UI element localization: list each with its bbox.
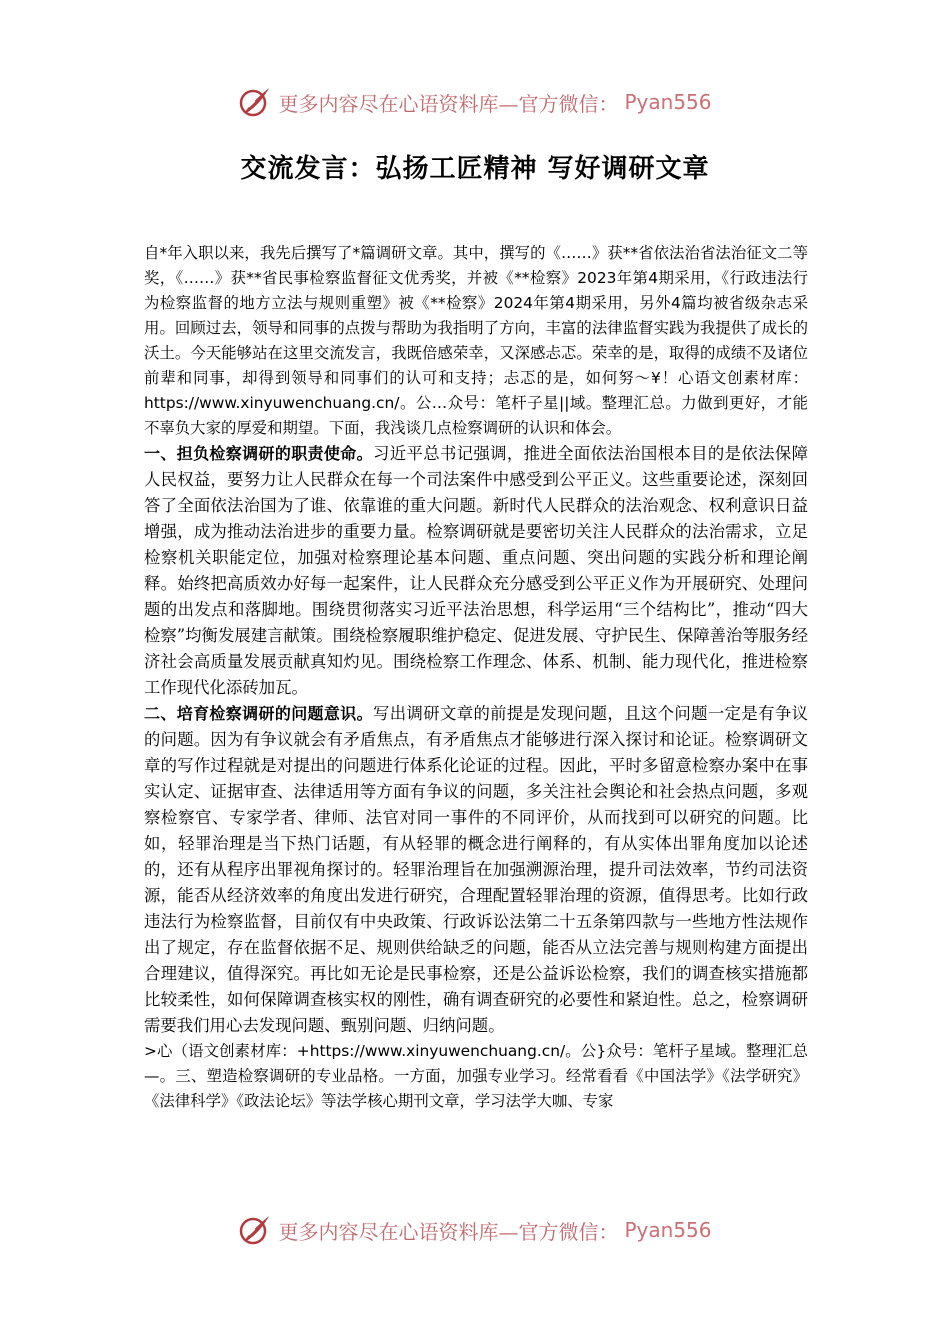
section-2-heading: 二、培育检察调研的问题意识。 <box>144 704 373 723</box>
section-1-text: 习近平总书记强调，推进全面依法治国根本目的是依法保障人民权益，要努力让人民群众在每一个司法案件中感受到公平正义。这些重要论述，深刻回答了全面依法治国为了谁、依靠谁的重大问题。新时代人民群众的法治观念、权利意识日益增强，成为推动法治进步的重要力量。检察调研就是要密切关注人民群众的法治需求，立足检察机关职能定位，加强对检察理论基本问题、重点问题、突出问题的实践分析和理论阐释。始终把高质效办好每一起案件，让人民群众充分感受到公平正义作为开展研究、处理问题的出发点和落脚地。围绕贯彻落实习近平法治思想，科学运用“三个结构比”，推动“四大检察”均衡发展建言献策。围绕检察履职维护稳定、促进发展、守护民生、保障善治等服务经济社会高质量发展贡献真知灼见。围绕检察工作理念、体系、机制、能力现代化，推进检察工作现代化添砖加瓦。 <box>144 444 809 697</box>
footer-banner <box>0 1208 950 1252</box>
section-2-text: 写出调研文章的前提是发现问题，且这个问题一定是有争议的问题。因为有争议就会有矛盾焦点，有矛盾焦点才能够进行深入探讨和论证。检察调研文章的写作过程就是对提出的问题进行体系化论证的过程。因此，平时多留意检察办案中在事实认定、证据审查、法律适用等方面有争议的问题，多关注社会舆论和社会热点问题，多观察检察官、专家学者、律师、法官对同一事件的不同评价，从而找到可以研究的问题。比如，轻罪治理是当下热门话题，有从轻罪的概念进行阐释的，有从实体出罪角度加以论述的，还有从程序出罪视角探讨的。轻罪治理旨在加强溯源治理，提升司法效率，节约司法资源，能否从经济效率的角度出发进行研究，合理配置轻罪治理的资源，值得思考。比如行政违法行为检察监督，目前仅有中央政策、行政诉讼法第二十五条第四款与一些地方性法规作出了规定，存在监督依据不足、规则供给缺乏的问题，能否从立法完善与规则构建方面提出合理建议，值得深究。再比如无论是民事检察，还是公益诉讼检察，我们的调查核实措施都比较柔性，如何保障调查核实权的刚性，确有调查研究的必要性和紧迫性。总之，检察调研需要我们用心去发现问题、甄别问题、归纳问题。 <box>144 704 808 1035</box>
document-body <box>144 241 808 1114</box>
intro-paragraph: 自*年入职以来，我先后撰写了*篇调研文章。其中，撰写的《……》获**省依法治省法治征文二等奖，《……》获**省民事检察监督征文优秀奖，并被《**检察》2023年第4期采用，《行政违法行为检察监督的地方立法与规则重塑》被《**检察》2024年第4期采用，另外4篇均被省级杂志采用。回顾过去，领导和同事的点拨与帮助为我指明了方向，丰富的法律监督实践为我提供了成长的沃土。今天能够站在这里交流发言，我既倍感荣幸，又深感忐忑。荣幸的是，取得的成绩不及诸位前辈和同事，却得到领导和同事们的认可和支持；忐忑的是，如何努～¥！心语文创素材库：https://www.xinyuwenchuang.cn/。公…众号：笔杆子星||域。整理汇总。力做到更好，才能不辜负大家的厚爱和期望。下面，我浅谈几点检察调研的认识和体会。 <box>144 244 808 437</box>
section-3-paragraph: >心（语文创素材库：+https://www.xinyuwenchuang.cn/。公}众号：笔杆子星域。整理汇总—。三、塑造检察调研的专业品格。一方面，加强专业学习。经常看看《中国法学》《法学研究》《法律科学》《政法论坛》等法学核心期刊文章，学习法学大咖、专家 <box>144 1042 808 1110</box>
footer-banner-text: 更多内容尽在心语资料库—官方微信： <box>278 1219 619 1244</box>
header-banner <box>0 80 950 124</box>
page-title: 交流发言：弘扬工匠精神 写好调研文章 <box>240 154 710 184</box>
feather-brush-icon <box>238 85 272 119</box>
section-2-paragraph <box>144 701 808 1039</box>
feather-brush-icon <box>238 1213 272 1247</box>
banner-text: 更多内容尽在心语资料库—官方微信： <box>278 91 619 116</box>
section-1-paragraph <box>144 441 808 701</box>
section-1-heading: 一、担负检察调研的职责使命。 <box>144 444 373 463</box>
footer-banner-wechat-id: Pyan556 <box>624 1218 712 1242</box>
banner-wechat-id: Pyan556 <box>624 90 712 114</box>
